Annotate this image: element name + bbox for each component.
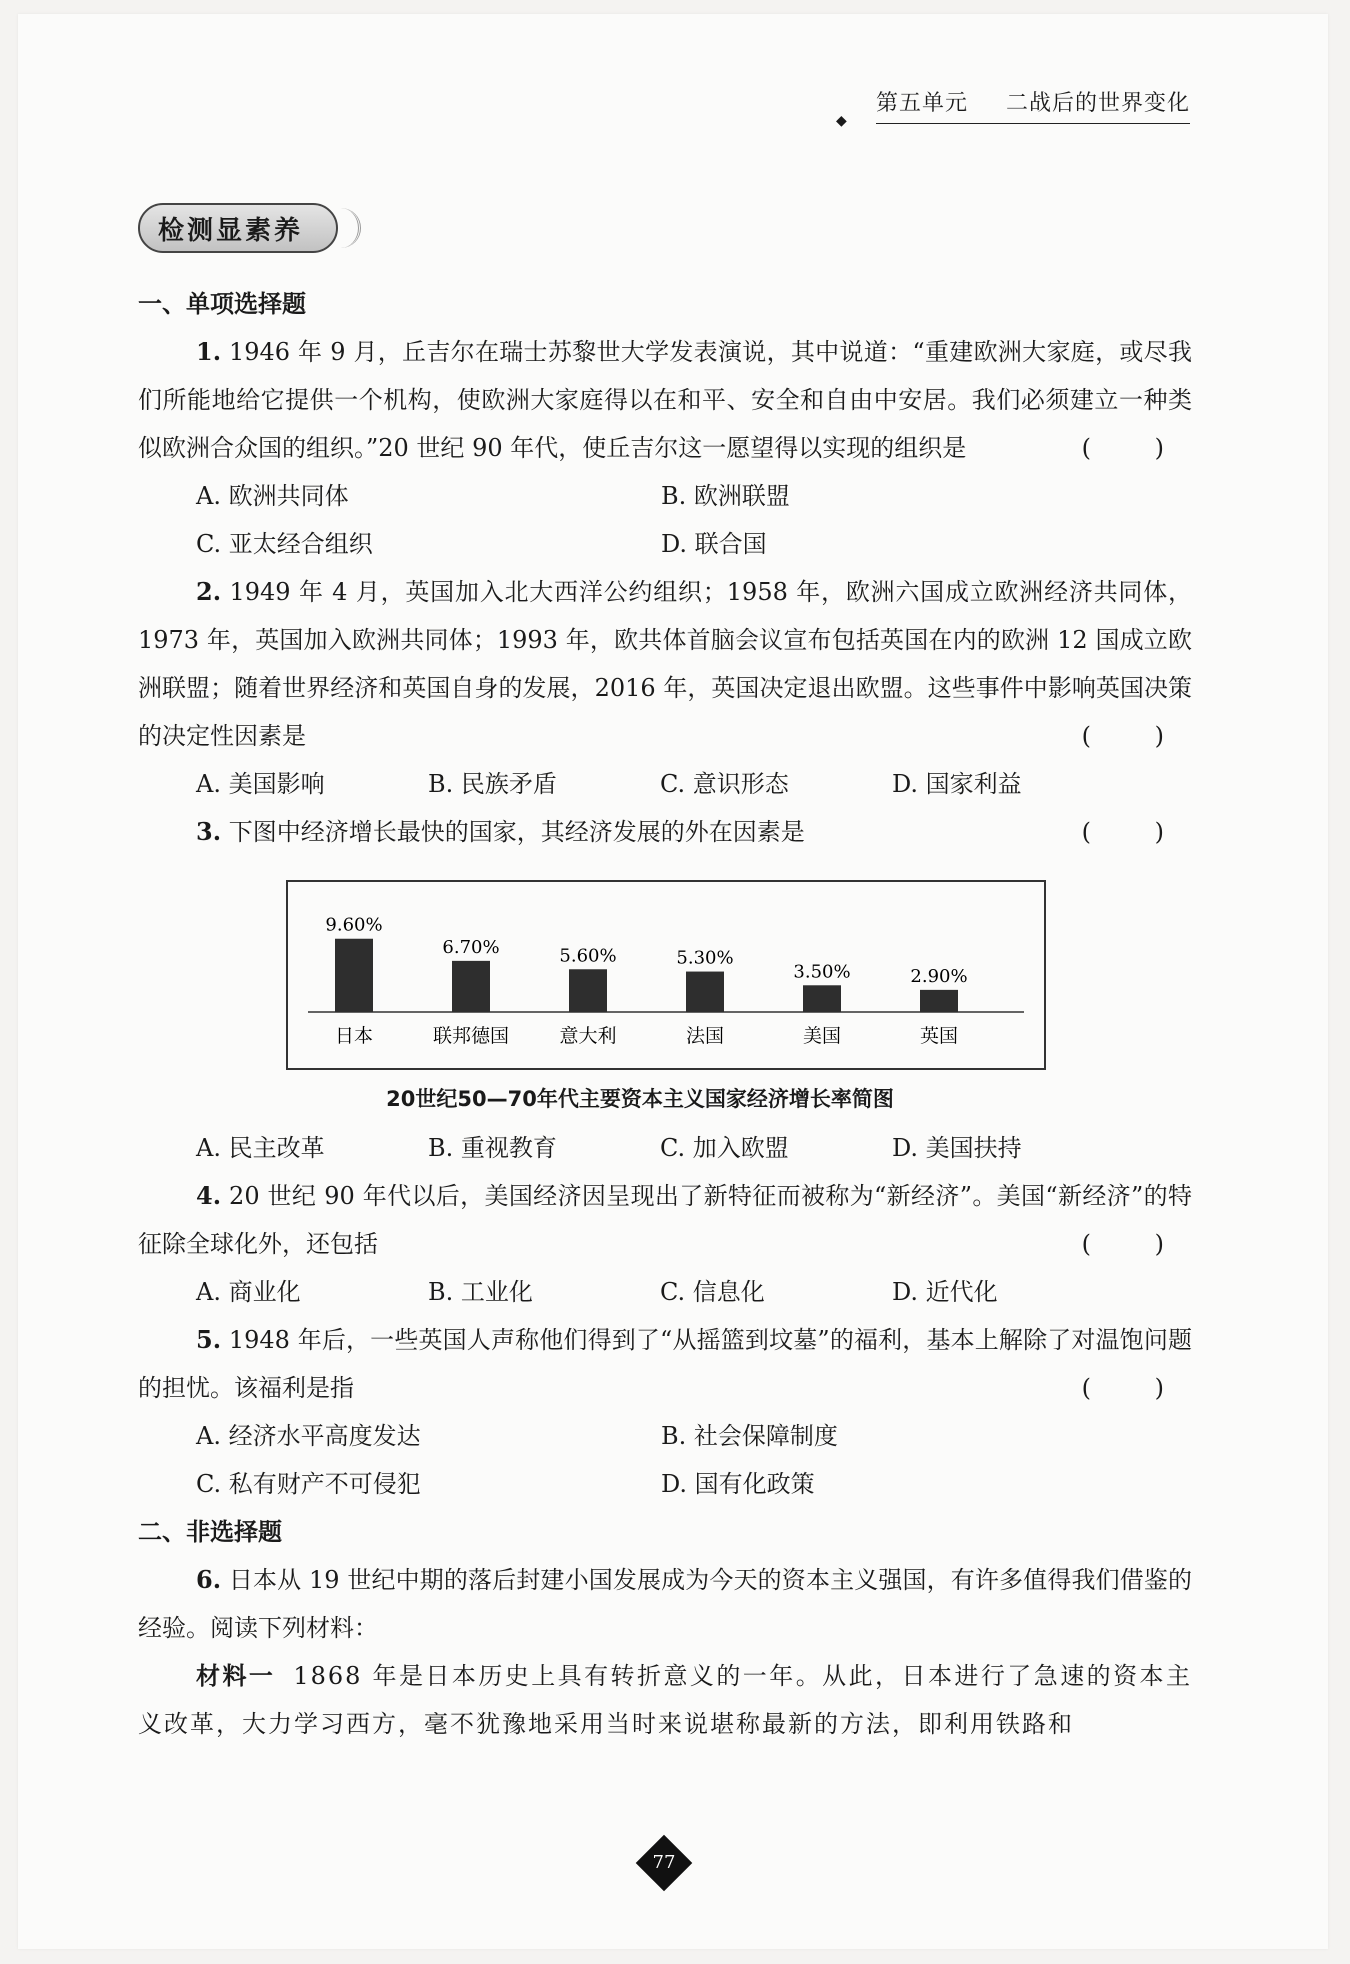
bar-value-label: 9.60%: [325, 914, 383, 936]
q1-options-row: [138, 472, 1192, 520]
material-label: 材料一: [196, 1662, 276, 1690]
option[interactable]: A. 经济水平高度发达: [196, 1422, 421, 1450]
answer-blank: ( ): [1081, 1374, 1192, 1402]
category-label: 联邦德国: [432, 1025, 510, 1047]
page-header: [835, 86, 1190, 129]
option[interactable]: A. 商业化: [196, 1278, 301, 1306]
section-heading-1: 一、单项选择题: [138, 290, 306, 318]
category-label: 美国: [802, 1025, 842, 1047]
bar-3: [686, 972, 724, 1012]
option[interactable]: D. 美国扶持: [892, 1134, 1022, 1162]
bar-value-label: 2.90%: [910, 965, 968, 987]
answer-blank: ( ): [1081, 818, 1192, 846]
category-label: 意大利: [559, 1025, 617, 1047]
category-label: 法国: [685, 1025, 725, 1047]
q5-options-row: [138, 1460, 1192, 1508]
option[interactable]: C. 私有财产不可侵犯: [196, 1470, 421, 1498]
material-1: 材料一 1868 年是日本历史上具有转折意义的一年。从此，日本进行了急速的资本主义改革，大力学习西方，毫不犹豫地采用当时来说堪称最新的方法，即利用铁路和: [138, 1662, 1192, 1738]
chart-caption: 20世纪50—70年代主要资本主义国家经济增长率简图: [386, 1087, 894, 1111]
category-label: 英国: [919, 1025, 959, 1047]
option[interactable]: B. 欧洲联盟: [661, 482, 790, 510]
q2-options-row: [138, 760, 1192, 808]
option[interactable]: B. 重视教育: [428, 1134, 557, 1162]
header-unit: 第五单元: [875, 91, 968, 116]
q4-options-row: [138, 1268, 1192, 1316]
bar-2: [569, 969, 607, 1012]
option[interactable]: C. 亚太经合组织: [196, 530, 373, 558]
bar-value-label: 5.30%: [676, 947, 734, 969]
option[interactable]: C. 加入欧盟: [660, 1134, 789, 1162]
option[interactable]: A. 美国影响: [196, 770, 325, 798]
bar-value-label: 3.50%: [793, 961, 851, 983]
question-1: 1. 1946 年 9 月，丘吉尔在瑞士苏黎世大学发表演说，其中说道：“重建欧洲大家庭，或尽我们所能地给它提供一个机构，使欧洲大家庭得以在和平、安全和自由中安居。我们必须建立一种类似欧洲合众国的组织。”20 世纪 90 年代，使丘吉尔这一愿望得以实现的组织是 ( ): [138, 328, 1192, 472]
q1-options-row: [138, 520, 1192, 568]
category-label: 日本: [334, 1025, 374, 1047]
section-badge: 检测显素养: [138, 203, 338, 253]
answer-blank: ( ): [1081, 434, 1192, 462]
question-6: 6. 日本从 19 世纪中期的落后封建小国发展成为今天的资本主义强国，有许多值得我们借鉴的经验。阅读下列材料：: [138, 1565, 1193, 1642]
option[interactable]: A. 欧洲共同体: [196, 482, 349, 510]
diamond-icon: ◆: [835, 113, 848, 129]
q5-options-row: [138, 1412, 1192, 1460]
question-5: 5. 1948 年后，一些英国人声称他们得到了“从摇篮到坟墓”的福利，基本上解除了对温饱问题的担忧。该福利是指 ( ): [138, 1316, 1192, 1412]
chart-frame: [286, 880, 1046, 1070]
bar-value-label: 5.60%: [559, 945, 617, 967]
option[interactable]: C. 信息化: [660, 1278, 765, 1306]
question-3: 3. 下图中经济增长最快的国家，其经济发展的外在因素是 ( ): [138, 808, 1192, 856]
bar-5: [920, 990, 958, 1012]
option[interactable]: B. 民族矛盾: [428, 770, 557, 798]
growth-rate-chart: [288, 882, 1044, 1068]
option[interactable]: A. 民主改革: [196, 1134, 325, 1162]
option[interactable]: D. 国家利益: [892, 770, 1022, 798]
bar-value-label: 6.70%: [442, 936, 500, 958]
header-title: 二战后的世界变化: [1005, 91, 1190, 116]
page-number: 77: [652, 1852, 676, 1873]
option[interactable]: B. 社会保障制度: [661, 1422, 838, 1450]
option[interactable]: D. 联合国: [661, 530, 767, 558]
option[interactable]: B. 工业化: [428, 1278, 533, 1306]
answer-blank: ( ): [1081, 722, 1192, 750]
content: [138, 280, 1192, 1748]
option[interactable]: D. 近代化: [892, 1278, 998, 1306]
question-4: 4. 20 世纪 90 年代以后，美国经济因呈现出了新特征而被称为“新经济”。美国“新经济”的特征除全球化外，还包括 ( ): [138, 1172, 1192, 1268]
bar-4: [803, 985, 841, 1012]
option[interactable]: D. 国有化政策: [661, 1470, 815, 1498]
option[interactable]: C. 意识形态: [660, 770, 789, 798]
q3-options-row: [138, 1124, 1192, 1172]
section-heading-2: 二、非选择题: [138, 1518, 282, 1546]
question-2: 2. 1949 年 4 月，英国加入北大西洋公约组织；1958 年，欧洲六国成立欧洲经济共同体，1973 年，英国加入欧洲共同体；1993 年，欧共体首脑会议宣布包括英国在内的欧洲 12 国成立欧洲联盟；随着世界经济和英国自身的发展，2016 年，英国决定退出欧盟。这些事件中影响英国决策的决定性因素是 ( ): [138, 568, 1192, 760]
answer-blank: ( ): [1081, 1230, 1192, 1258]
bar-0: [335, 939, 373, 1012]
bar-1: [452, 961, 490, 1012]
